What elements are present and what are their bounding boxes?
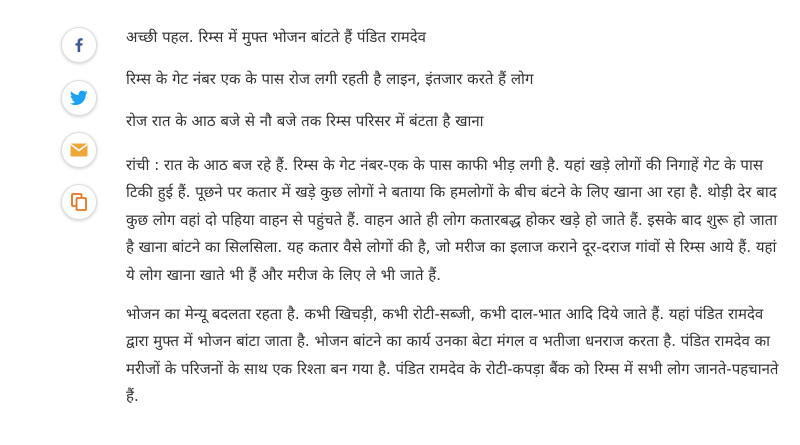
highlight-3: रोज रात के आठ बजे से नौ बजे तक रिम्स परिसर में बंटता है खाना <box>126 112 484 130</box>
email-share-button[interactable] <box>61 132 97 168</box>
highlight-2: रिम्स के गेट नंबर एक के पास रोज लगी रहती है लाइन, इंतजार करते हैं लोग <box>126 70 534 88</box>
paragraph-1: रांची : रात के आठ बज रहे हैं. रिम्स के गेट नंबर-एक के पास काफी भीड़ लगी है. यहां खड़े लोगों की निगाहें गेट के पास टिकी हुई हैं. पूछने पर कतार में खड़े कुछ लोगों ने बताया कि हमलोगों के बीच बंटने के लिए खाना आ रहा है. थोड़ी देर बाद कुछ लोग वहां दो पहिया वाहन से पहुंचते हैं. वाहन आते ही लोग कतारबद्ध होकर खड़े हो जाते हैं. इसके बाद शुरू हो जाता है खाना बांटने का सिलसिला. यह कतार वैसे लोगों की है, जो मरीज का इलाज कराने दूर-दराज गांवों से रिम्स आये हैं. यहां ये लोग खाना खाते भी हैं और मरीज के लिए ले भी जाते हैं. <box>126 156 778 284</box>
article-body <box>126 26 782 423</box>
facebook-icon <box>71 37 87 53</box>
copy-icon <box>71 193 87 211</box>
paragraph-2: भोजन का मेन्यू बदलता रहता है. कभी खिचड़ी, कभी रोटी-सब्जी, कभी दाल-भात आदि दिये जाते हैं. यहां पंडित रामदेव द्वारा मुफ्त में भोजन बांटा जाता है. भोजन बांटने का कार्य उनका बेटा मंगल व भतीजा धनराज करता है. पंडित रामदेव का मरीजों के परिजनों के साथ एक रिश्ता बन गया है. पंडित रामदेव के रोटी-कपड़ा बैंक को रिम्स में सभी लोग जानते-पहचानते हैं. <box>126 305 779 406</box>
twitter-icon <box>70 90 88 106</box>
highlight-1: अच्छी पहल. रिम्स में मुफ्त भोजन बांटते हैं पंडित रामदेव <box>126 28 427 46</box>
copy-link-button[interactable] <box>61 184 97 220</box>
twitter-share-button[interactable] <box>61 80 97 116</box>
mail-icon <box>70 143 88 157</box>
facebook-share-button[interactable] <box>61 27 97 63</box>
